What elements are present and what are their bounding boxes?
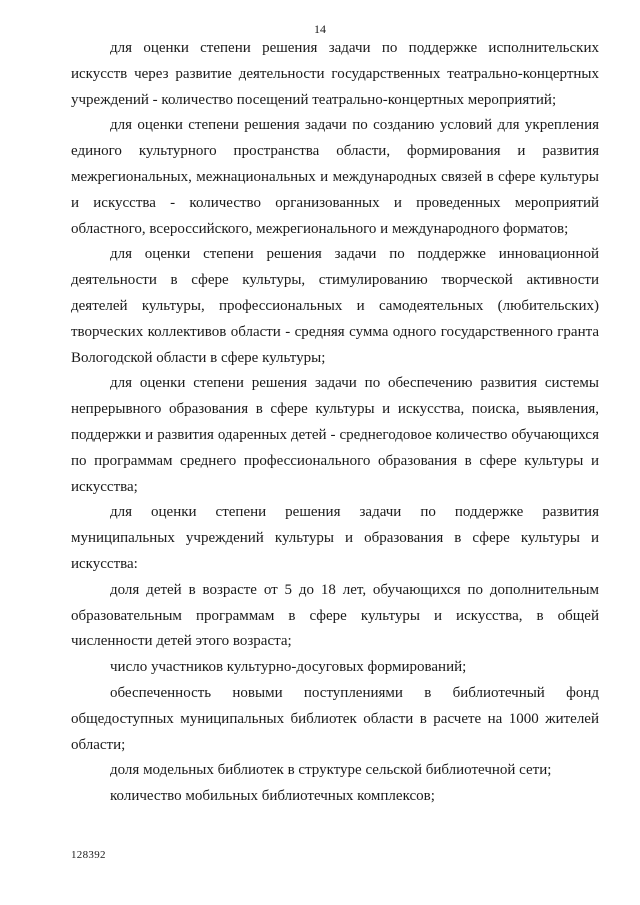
paragraph: количество мобильных библиотечных комплексов; — [110, 788, 435, 805]
paragraph: для оценки степени решения задачи по поддержке развития муниципальных учреждений культуры и образования в сфере культуры и искусства: — [71, 504, 599, 572]
paragraph: для оценки степени решения задачи по поддержке инновационной деятельности в сфере культуры, стимулированию творческой активности деятелей культуры, профессиональных и самодеятельных (любительских) творческих коллективов области - средняя сумма одного государственного гранта Вологодской области в сфере культуры; — [71, 246, 599, 366]
document-code: 128392 — [71, 849, 106, 861]
paragraph: доля модельных библиотек в структуре сельской библиотечной сети; — [110, 762, 552, 779]
paragraph: обеспеченность новыми поступлениями в библиотечный фонд общедоступных муниципальных библиотек области в расчете на 1000 жителей области; — [71, 684, 599, 753]
page-number: 14 — [314, 22, 326, 36]
paragraph: для оценки степени решения задачи по обеспечению развития системы непрерывного образования в сфере культуры и искусства, поиска, выявления, поддержки и развития одаренных детей - среднегодовое количество обучающихся по программам среднего профессионального образования в сфере культуры и искусства; — [71, 375, 599, 495]
paragraph: доля детей в возрасте от 5 до 18 лет, обучающихся по дополнительным образовательным программам в сфере культуры и искусства, в общей численности детей этого возраста; — [71, 581, 599, 650]
body-text — [71, 36, 599, 810]
paragraph: для оценки степени решения задачи по поддержке исполнительских искусств через развитие деятельности государственных театрально-концертных учреждений - количество посещений театрально-концертных мероприятий; — [71, 40, 599, 108]
paragraph: число участников культурно-досуговых формирований; — [110, 659, 467, 676]
paragraph: для оценки степени решения задачи по созданию условий для укрепления единого культурного пространства области, формирования и развития межрегиональных, межнациональных и международных связей в сфере культуры и искусства - количество организованных и проведенных мероприятий областного, всероссийского, межрегионального и международного форматов; — [71, 117, 599, 237]
